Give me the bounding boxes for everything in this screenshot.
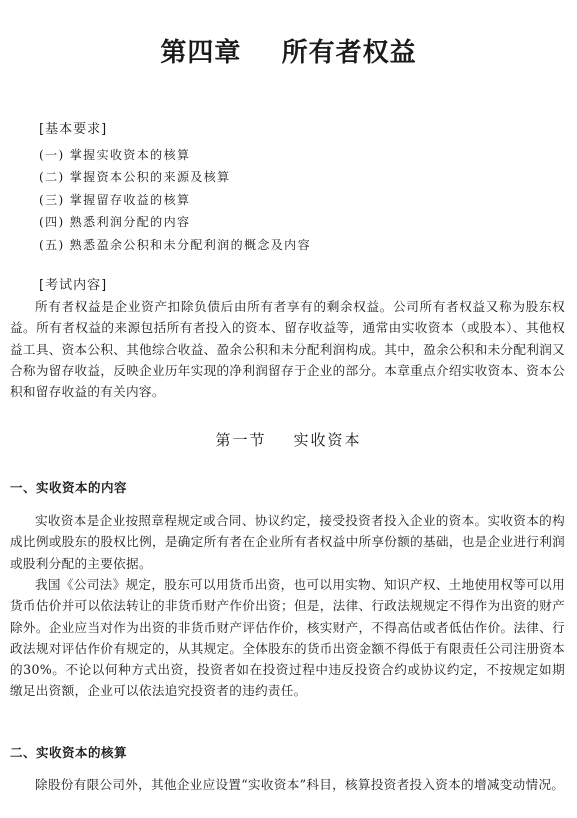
- requirement-item: (三) 掌握留存收益的核算: [39, 192, 191, 207]
- requirement-item: (一) 掌握实收资本的核算: [39, 148, 191, 162]
- exam-content-heading: [考试内容]: [39, 278, 108, 293]
- section-title: 第一节 实收资本: [215, 431, 362, 449]
- requirements-list: [39, 144, 311, 256]
- requirement-item: (五) 熟悉盈余公积和未分配利润的概念及内容: [39, 237, 311, 252]
- chapter-title: 第四章 所有者权益: [160, 38, 417, 68]
- exam-content-paragraph: 所有者权益是企业资产扣除负债后由所有者享有的剩余权益。公司所有者权益又称为股东权益。所有者权益的来源包括所有者投入的资本、留存收益等，通常由实收资本（或股本）、其他权益工具、资本公积、其他综合收益、盈余公积和未分配利润构成。其中，盈余公积和未分配利润又合称为留存收益，反映企业历年实现的净利润留存于企业的部分。本章重点介绍实收资本、资本公积和留存收益的有关内容。: [10, 299, 565, 400]
- subsection-heading: 一、实收资本的内容: [10, 480, 128, 495]
- requirement-item: (二) 掌握资本公积的来源及核算: [39, 170, 231, 185]
- basic-requirements-heading: [基本要求]: [39, 122, 108, 137]
- requirement-item: (四) 熟悉利润分配的内容: [39, 215, 191, 230]
- body-paragraph: 实收资本是企业按照章程规定或合同、协议约定，接受投资者投入企业的资本。实收资本的构成比例或股东的股权比例，是确定所有者在企业所有者权益中所享份额的基础，也是企业进行利润或股利分配的主要依据。: [10, 513, 565, 571]
- subsection-heading: 二、实收资本的核算: [10, 745, 128, 760]
- body-paragraph: 除股份有限公司外，其他企业应设置“实收资本”科目，核算投资者投入资本的增减变动情况。: [35, 777, 565, 792]
- body-paragraph: 我国《公司法》规定，股东可以用货币出资，也可以用实物、知识产权、土地使用权等可以用货币估价并可以依法转让的非货币财产作价出资；但是，法律、行政法规规定不得作为出资的财产除外。企业应当对作为出资的非货币财产评估作价，核实财产，不得高估或者低估作价。法律、行政法规对评估作价有规定的，从其规定。全体股东的货币出资金额不得低于有限责任公司注册资本的30%。不论以何种方式出资，投资者如在投资过程中违反投资合约或协议约定，不按规定如期缴足出资额，企业可以依法追究投资者的违约责任。: [10, 577, 565, 699]
